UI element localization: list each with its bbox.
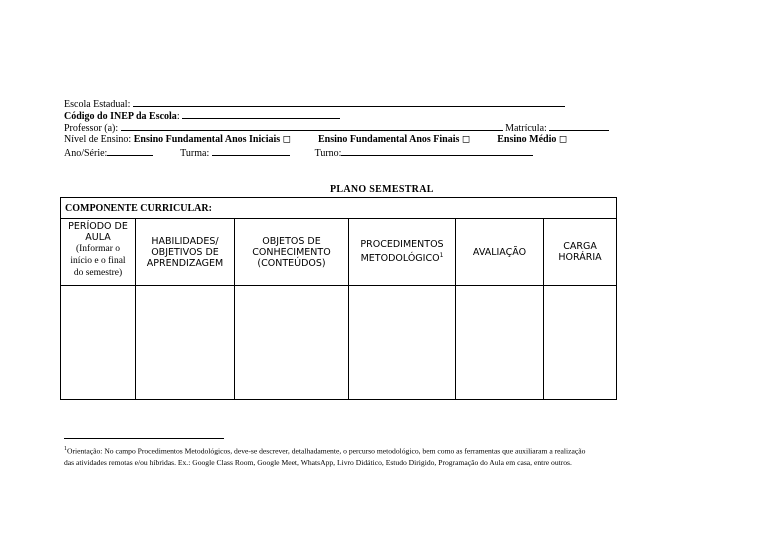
turma-label: Turma: [180,148,210,159]
col-avaliacao-label: AVALIAÇÃO [472,246,527,258]
periodo-cell[interactable] [61,286,136,400]
col-habilidades-line3: APRENDIZAGEM [146,257,224,269]
componente-label: COMPONENTE CURRICULAR: [65,202,212,214]
col-carga-line2: HORÁRIA [558,252,602,263]
col-objetos-line1: OBJETOS DE [262,235,321,247]
nivel-line [64,134,567,146]
componente-curricular-cell[interactable] [61,198,617,219]
nivel-option-finais: Ensino Fundamental Anos Finais [317,134,460,145]
nivel-option-medio: Ensino Médio [497,134,557,145]
footnote-ref: 1 [439,252,444,260]
col-periodo-line2: AULA [85,232,111,243]
ano-turma-turno-line [64,146,533,160]
turma-field[interactable] [212,146,290,156]
matricula-label: Matrícula: [505,123,547,134]
checkbox-medio[interactable]: ◻ [558,134,568,145]
footnote-number: 1 [64,446,67,452]
footnote [64,444,704,468]
col-habilidades-header [136,219,235,286]
col-periodo-header [61,219,136,286]
col-periodo-line5: do semestre) [73,268,123,278]
professor-line [64,121,609,135]
col-objetos-line3: (CONTEÚDOS) [257,257,326,269]
col-periodo-line4: início e o final [70,256,126,266]
ano-field[interactable] [107,146,153,156]
professor-field[interactable] [121,121,503,131]
col-habilidades-line2: OBJETIVOS DE [151,246,219,258]
objetos-cell[interactable] [235,286,349,400]
plan-table [60,197,617,400]
habilidades-cell[interactable] [136,286,235,400]
escola-field[interactable] [133,97,565,107]
col-periodo-line3: (Informar o [75,244,121,254]
turno-field[interactable] [341,146,533,156]
col-periodo-line1: PERÍODO DE [68,221,128,232]
codigo-label: Código do INEP da Escola [64,111,177,122]
checkbox-iniciais[interactable]: ◻ [282,134,291,145]
checkbox-finais[interactable]: ◻ [461,134,471,145]
footnote-line1: Orientação: No campo Procedimentos Metodológicos, deve-se descrever, detalhadamente, o percurso metodológico, bem como as ferramentas que auxiliaram a realização [67,446,586,456]
avaliacao-cell[interactable] [456,286,544,400]
nivel-option-iniciais: Ensino Fundamental Anos Iniciais [133,134,281,145]
col-avaliacao-header [456,219,544,286]
footnote-divider [64,438,224,439]
plan-title: PLANO SEMESTRAL [330,184,434,195]
col-procedimentos-header [349,219,456,286]
turno-label: Turno: [314,148,342,159]
codigo-colon: : [176,111,180,122]
codigo-field[interactable] [182,109,340,119]
footnote-line2: das atividades remotas e/ou híbridas. Ex.: Google Class Room, Google Meet, WhatsApp, Livro Didático, Estudo Dirigido, Programação do Aula em casa, entre outros. [64,457,572,467]
col-habilidades-line1: HABILIDADES/ [151,235,219,247]
col-objetos-line2: CONHECIMENTO [252,246,331,258]
col-procedimentos-line1: PROCEDIMENTOS [360,239,444,251]
escola-label: Escola Estadual: [64,99,131,110]
col-procedimentos-line2: METODOLÓGICO [360,253,440,265]
carga-horaria-cell[interactable] [544,286,617,400]
matricula-field[interactable] [549,121,609,131]
col-carga-horaria-header [544,219,617,286]
col-carga-line1: CARGA [563,241,597,252]
professor-label: Professor (a): [64,123,119,134]
ano-label: Ano/Série: [64,148,108,159]
procedimentos-cell[interactable] [349,286,456,400]
col-objetos-header [235,219,349,286]
nivel-label: Nível de Ensino: [64,134,132,145]
